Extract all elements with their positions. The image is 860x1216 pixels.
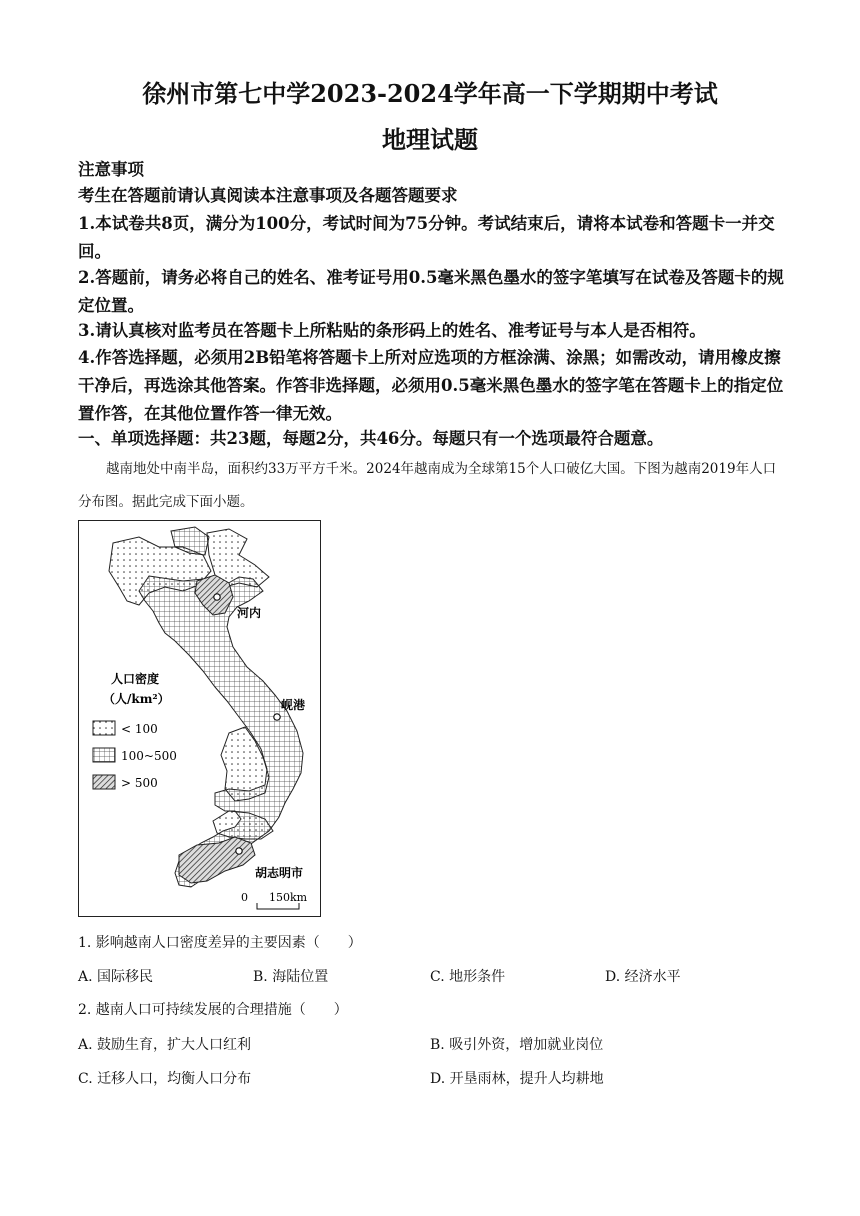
legend-swatch-low (93, 721, 115, 735)
notice-item-3: 3.请认真核对监考员在答题卡上所粘贴的条形码上的姓名、准考证号与本人是否相符。 (78, 321, 706, 340)
hanoi-marker (214, 594, 220, 600)
hcmc-marker (236, 848, 242, 854)
legend-unit: （人/km²） (103, 692, 170, 706)
legend-swatch-high (93, 775, 115, 789)
vietnam-population-map (78, 520, 321, 917)
legend-swatch-medium (93, 748, 115, 762)
region-high-density-south (179, 837, 255, 883)
danang-marker (274, 714, 280, 720)
question-1-stem: 1. 影响越南人口密度差异的主要因素（ ） (78, 935, 362, 951)
q1-option-c[interactable]: C. 地形条件 (430, 969, 506, 985)
q2-option-b[interactable]: B. 吸引外资，增加就业岗位 (430, 1037, 604, 1053)
notice-heading: 注意事项 (78, 160, 144, 179)
question-2-stem: 2. 越南人口可持续发展的合理措施（ ） (78, 1002, 348, 1018)
q2-option-a[interactable]: A. 鼓励生育，扩大人口红利 (78, 1037, 252, 1053)
legend-label-low: < 100 (121, 722, 158, 736)
scale-zero: 0 (241, 891, 248, 904)
scale-label: 150km (269, 891, 308, 904)
legend-title: 人口密度 (111, 672, 160, 686)
city-label-hcmc: 胡志明市 (255, 866, 304, 880)
notice-item-1: 1.本试卷共8页，满分为100分，考试时间为75分钟。考试结束后，请将本试卷和答题卡一并交回。 (78, 214, 775, 261)
q2-option-c[interactable]: C. 迁移人口，均衡人口分布 (78, 1071, 252, 1087)
notice-intro: 考生在答题前请认真阅读本注意事项及各题答题要求 (78, 186, 458, 205)
legend-label-high: > 500 (121, 776, 158, 790)
region-medium-density (139, 576, 306, 887)
exam-title: 徐州市第七中学2023-2024学年高一下学期期中考试 (142, 79, 718, 108)
city-label-danang: 岘港 (281, 698, 306, 712)
section-heading: 一、单项选择题：共23题，每题2分，共46分。每题只有一个选项最符合题意。 (78, 429, 664, 448)
notice-item-4: 4.作答选择题，必须用2B铅笔将答题卡上所对应选项的方框涂满、涂黑；如需改动，请用橡皮擦干净后，再选涂其他答案。作答非选择题，必须用0.5毫米黑色墨水的签字笔在答题卡上的指定位置作答，在其他位置作答一律无效。 (78, 348, 784, 423)
q1-option-a[interactable]: A. 国际移民 (78, 969, 154, 985)
exam-subtitle: 地理试题 (382, 125, 478, 154)
city-label-hanoi: 河内 (237, 606, 262, 620)
q1-option-b[interactable]: B. 海陆位置 (253, 969, 329, 985)
notice-item-2: 2.答题前，请务必将自己的姓名、准考证号用0.5毫米黑色墨水的签字笔填写在试卷及答题卡的规定位置。 (78, 268, 784, 315)
q1-option-d[interactable]: D. 经济水平 (605, 969, 681, 985)
q2-option-d[interactable]: D. 开垦雨林，提升人均耕地 (430, 1071, 604, 1087)
legend-label-medium: 100~500 (121, 749, 177, 763)
question-intro: 越南地处中南半岛，面积约33万平方千米。2024年越南成为全球第15个人口破亿大国。下图为越南2019年人口分布图。据此完成下面小题。 (78, 461, 777, 510)
